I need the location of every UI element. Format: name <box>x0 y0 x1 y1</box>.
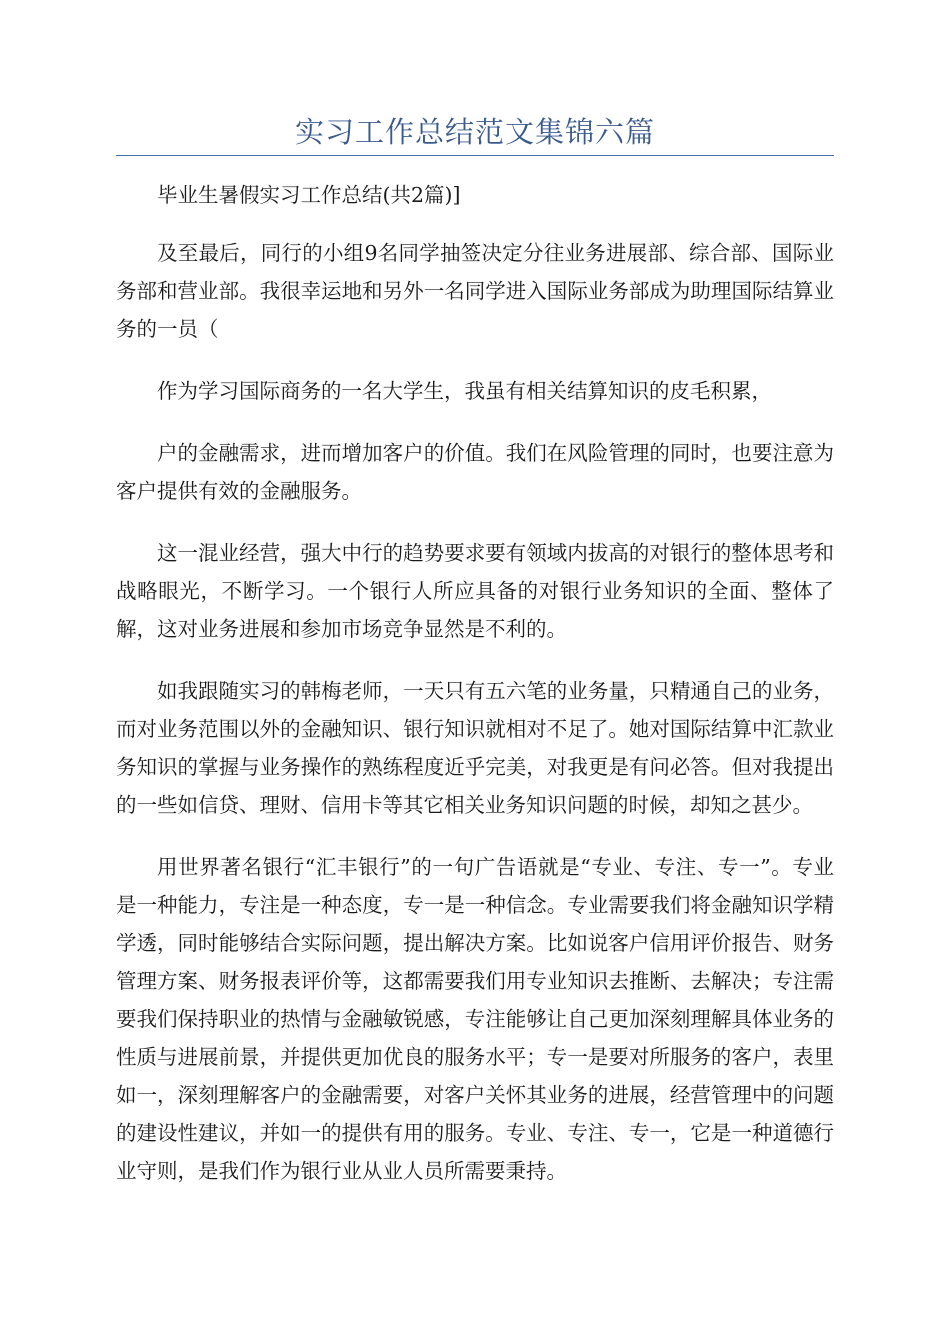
document-body <box>116 176 834 1214</box>
paragraph: 及至最后，同行的小组9名同学抽签决定分往业务进展部、综合部、国际业务部和营业部。我很幸运地和另外一名同学进入国际业务部成为助理国际结算业务的一员（ <box>116 241 834 341</box>
paragraph: 用世界著名银行“汇丰银行”的一句广告语就是“专业、专注、专一”。专业是一种能力，专注是一种态度，专一是一种信念。专业需要我们将金融知识学精学透，同时能够结合实际问题，提出解决方案。比如说客户信用评价报告、财务管理方案、财务报表评价等，这都需要我们用专业知识去推断、去解决；专注需要我们保持职业的热情与金融敏锐感，专注能够让自己更加深刻理解具体业务的性质与进展前景，并提供更加优良的服务水平；专一是要对所服务的客户，表里如一，深刻理解客户的金融需要，对客户关怀其业务的进展，经营管理中的问题的建设性建议，并如一的提供有用的服务。专业、专注、专一，它是一种道德行业守则，是我们作为银行业从业人员所需要秉持。 <box>116 855 834 1183</box>
document-title: 实习工作总结范文集锦六篇 <box>294 115 655 149</box>
paragraph: 如我跟随实习的韩梅老师，一天只有五六笔的业务量，只精通自己的业务，而对业务范围以外的金融知识、银行知识就相对不足了。她对国际结算中汇款业务知识的掌握与业务操作的熟练程度近乎完美，对我更是有问必答。但对我提出的一些如信贷、理财、信用卡等其它相关业务知识问题的时候，却知之甚少。 <box>116 679 834 817</box>
paragraph: 户的金融需求，进而增加客户的价值。我们在风险管理的同时，也要注意为客户提供有效的金融服务。 <box>116 441 834 503</box>
title-underline <box>116 155 834 156</box>
paragraph: 作为学习国际商务的一名大学生，我虽有相关结算知识的皮毛积累， <box>157 379 772 403</box>
paragraph-subheading: 毕业生暑假实习工作总结(共2篇)] <box>157 183 461 207</box>
paragraph: 这一混业经营，强大中行的趋势要求要有领域内拔高的对银行的整体思考和战略眼光，不断学习。一个银行人所应具备的对银行业务知识的全面、整体了解，这对业务进展和参加市场竞争显然是不利的。 <box>116 541 834 641</box>
